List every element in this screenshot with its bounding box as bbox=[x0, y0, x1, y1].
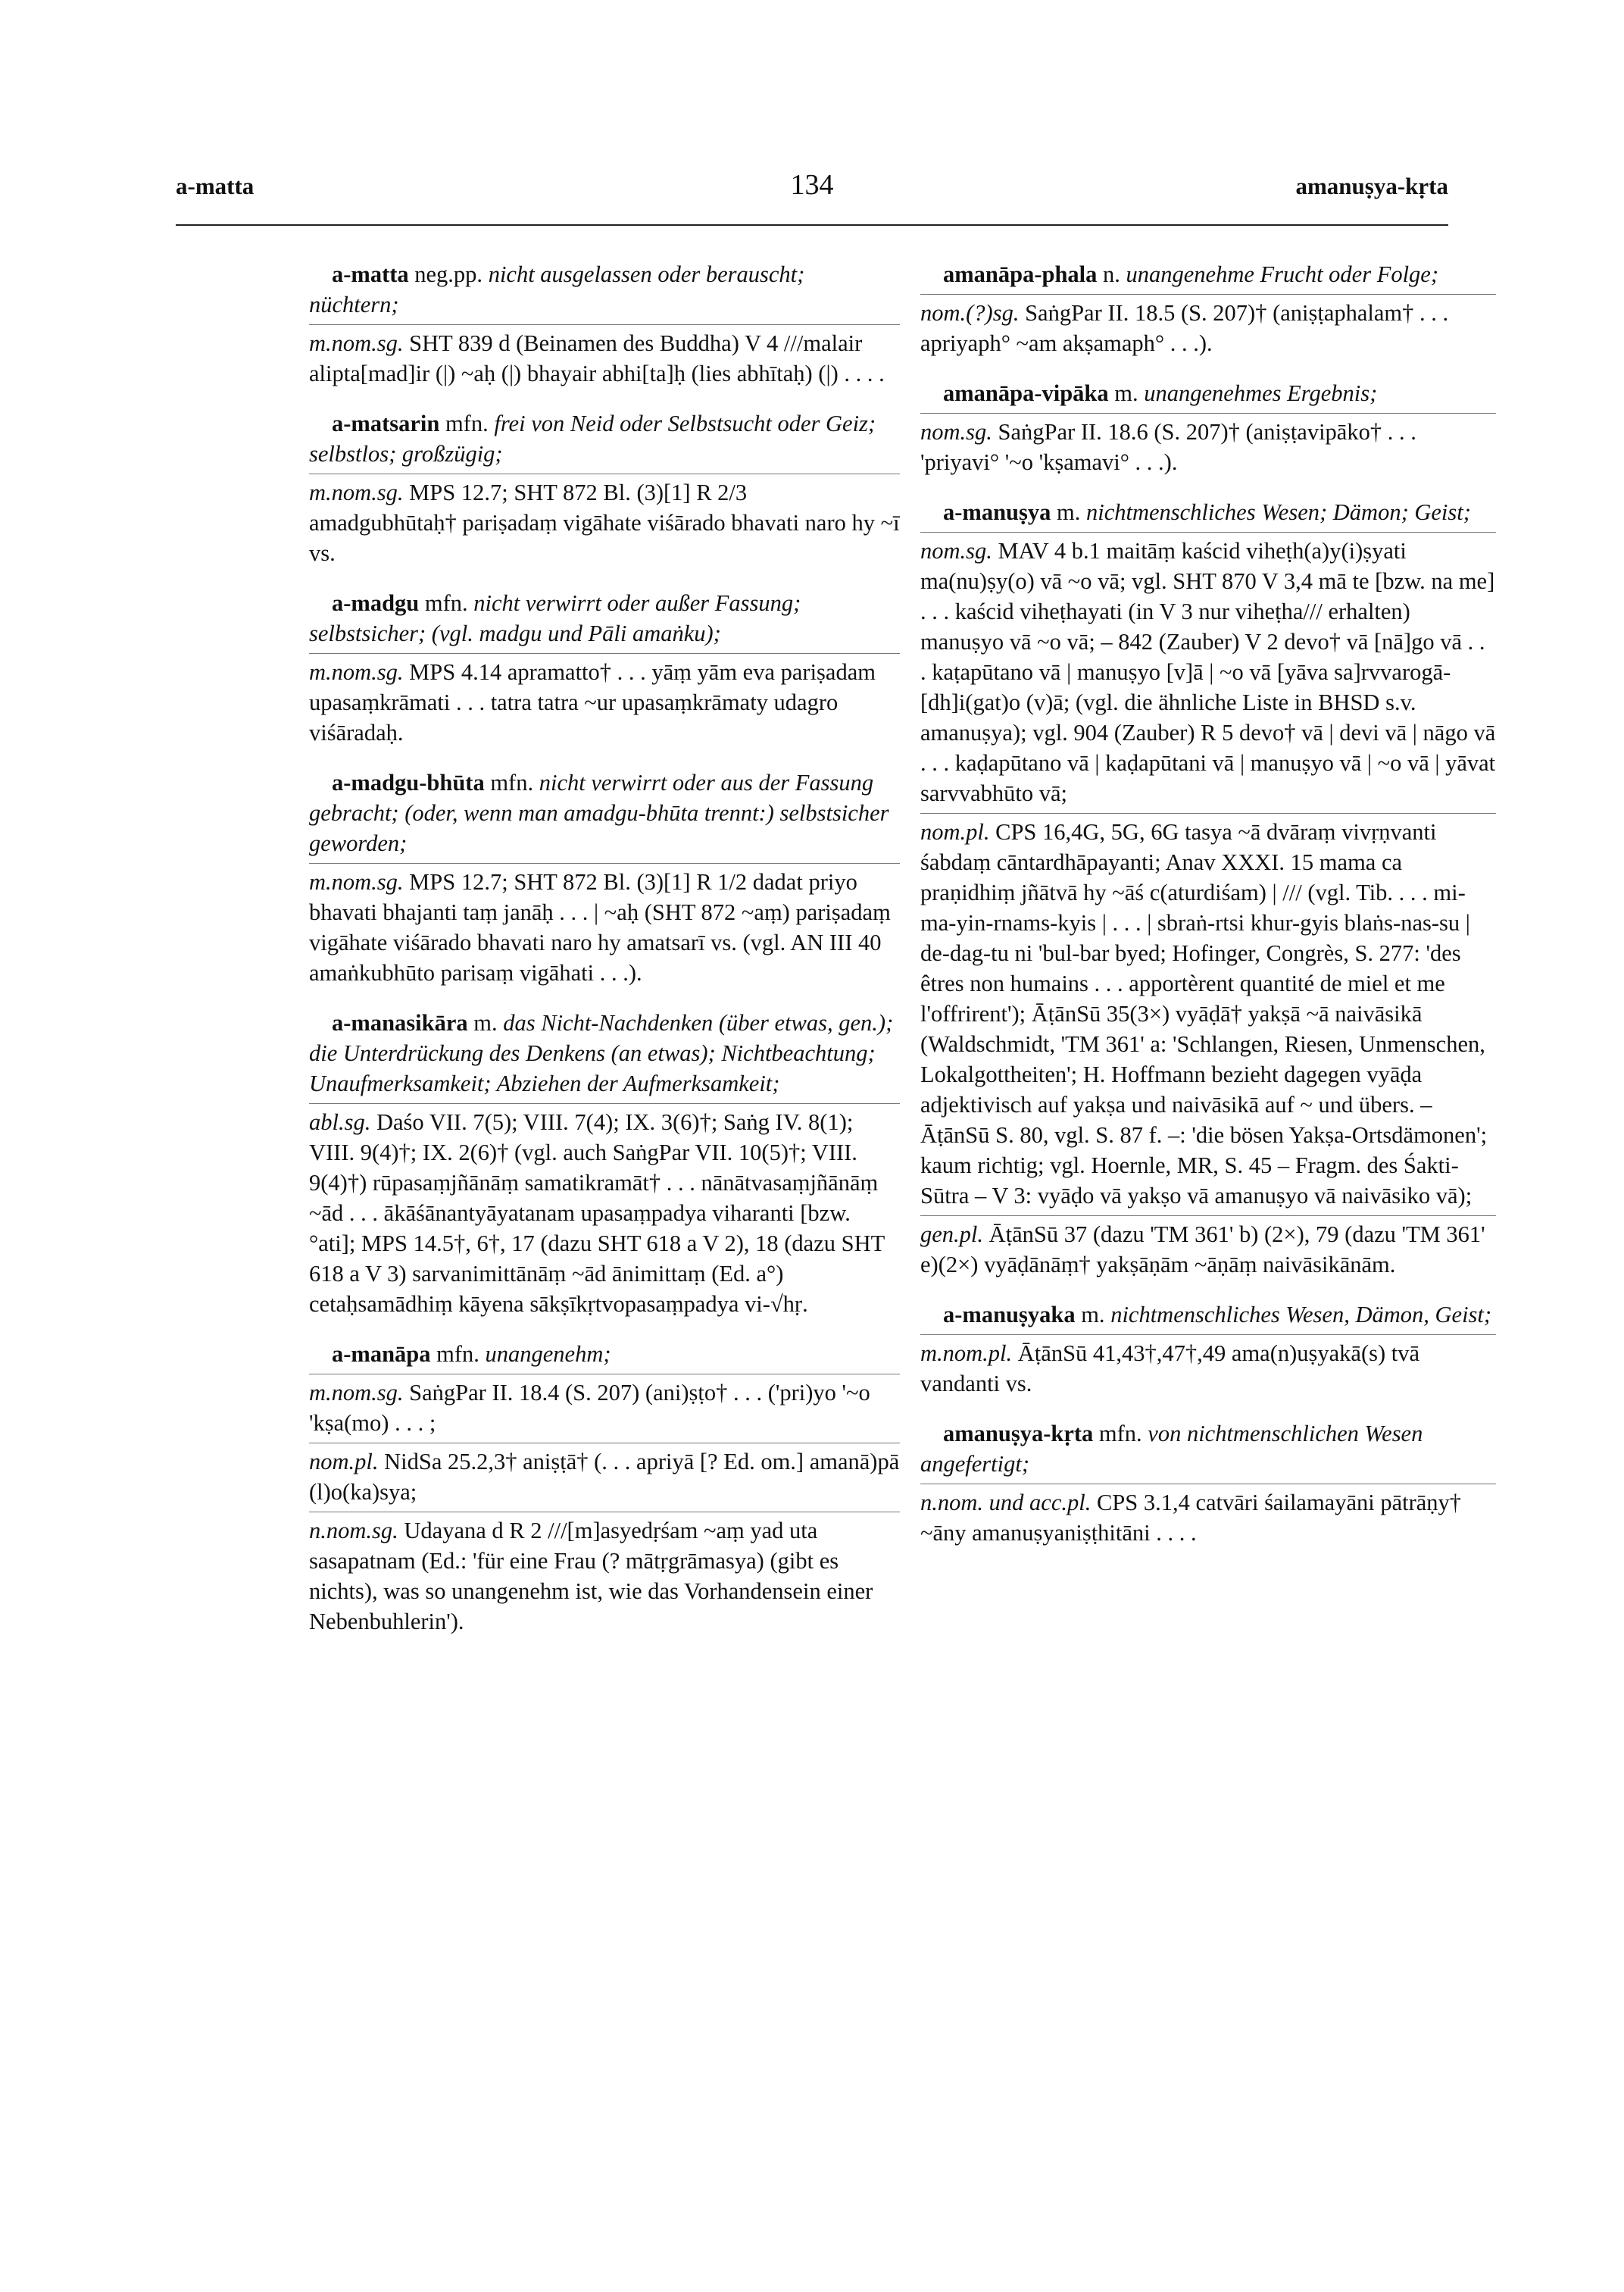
form-text: Udayana d R 2 ///[m]asyedṛśam ~aṃ yad uta sasapatnam (Ed.: 'für eine Frau (? mātṛgrāmasya) (gibt es nichts), was so unangenehm ist, wie das Vorhandensein einer Nebenbuhlerin'). bbox=[309, 1518, 873, 1634]
entry-head bbox=[309, 1008, 900, 1099]
form-text: MAV 4 b.1 maitāṃ kaścid viheṭh(a)y(i)ṣyati ma(nu)ṣy(o) vā ~o vā; vgl. SHT 870 V 3,4 mā te [bzw. na me] . . . kaścid viheṭhayati (in V 3 nur viheṭha/// erhalten) manuṣyo vā ~o vā; – 842 (Zauber) V 2 devo† vā [nā]go vā . . . kaṭapūtano vā | manuṣyo [v]ā | ~o vā [yāva sa]rvvarogā-[dh]i(gat)o (v)ā; (vgl. die ähnliche Liste in BHSD s.v. amanuṣya); vgl. 904 (Zauber) R 5 devo† vā | devi vā | nāgo vā . . . kaḍapūtano vā | kaḍapūtani vā | manuṣyo vā | ~o vā | yāvat sarvvabhūto vā; bbox=[920, 538, 1496, 806]
header-rule bbox=[176, 224, 1448, 226]
entry-grammar: mfn. bbox=[439, 411, 495, 436]
entry-definition: nichtmenschliches Wesen, Dämon, Geist; bbox=[1110, 1302, 1492, 1327]
dictionary-entry bbox=[309, 408, 900, 568]
entry-head bbox=[920, 1418, 1496, 1479]
dictionary-entry bbox=[309, 1339, 900, 1637]
entry-attestation bbox=[920, 1215, 1496, 1280]
entry-attestation bbox=[920, 294, 1496, 358]
entry-lemma: a-manāpa bbox=[332, 1341, 431, 1367]
entry-attestation bbox=[309, 1443, 900, 1507]
entry-attestation bbox=[309, 1374, 900, 1438]
dictionary-entry bbox=[920, 497, 1496, 1280]
entry-grammar: m. bbox=[1075, 1302, 1111, 1327]
entry-lemma: a-matsarin bbox=[332, 411, 440, 436]
entry-attestation bbox=[309, 653, 900, 748]
left-column bbox=[309, 259, 900, 1656]
dictionary-entry bbox=[309, 1008, 900, 1319]
entry-definition: unangenehmes Ergebnis; bbox=[1144, 380, 1378, 406]
entry-definition: von nichtmenschlichen Wesen angefertigt; bbox=[920, 1421, 1423, 1477]
form-text: SaṅgPar II. 18.6 (S. 207)† (aniṣṭavipāko† . . . 'priyavi° '~o 'kṣamavi° . . .). bbox=[920, 419, 1416, 475]
form-label: m.nom.sg. bbox=[309, 1380, 410, 1406]
entry-definition: nicht verwirrt oder außer Fassung; selbstsicher; (vgl. madgu und Pāli amaṅku); bbox=[309, 590, 801, 646]
form-text: CPS 3.1,4 catvāri śailamayāni pātrāṇy† ~āny amanuṣyaniṣṭhitāni . . . . bbox=[920, 1490, 1462, 1546]
form-text: ĀṭānSū 37 (dazu 'TM 361' b) (2×), 79 (dazu 'TM 361' e)(2×) vyāḍānāṃ† yakṣāṇām ~āṇāṃ naivāsikānām. bbox=[920, 1221, 1485, 1277]
form-label: n.nom.sg. bbox=[309, 1518, 404, 1543]
form-label: nom.pl. bbox=[920, 819, 996, 845]
entry-definition: nicht verwirrt oder aus der Fassung gebracht; (oder, wenn man amadgu-bhūta trennt:) selbstsicher geworden; bbox=[309, 770, 889, 856]
entry-lemma: amanuṣya-kṛta bbox=[943, 1421, 1094, 1446]
header-left-word: a-matta bbox=[176, 173, 255, 199]
entry-head bbox=[920, 259, 1496, 289]
dictionary-entry bbox=[309, 768, 900, 988]
form-label: m.nom.sg. bbox=[309, 480, 410, 505]
entry-attestation bbox=[309, 324, 900, 389]
entry-grammar: m. bbox=[1108, 380, 1145, 406]
right-column bbox=[920, 259, 1496, 1568]
form-label: m.nom.pl. bbox=[920, 1340, 1018, 1366]
entry-head bbox=[920, 1299, 1496, 1330]
entry-grammar: mfn. bbox=[430, 1341, 486, 1367]
form-text: NidSa 25.2,3† aniṣṭā† (. . . apriyā [? Ed. om.] amanā)pā (l)o(ka)sya; bbox=[309, 1449, 900, 1505]
form-label: m.nom.sg. bbox=[309, 869, 410, 895]
entry-head bbox=[920, 497, 1496, 527]
entry-attestation bbox=[920, 1334, 1496, 1399]
entry-lemma: a-manuṣyaka bbox=[943, 1302, 1076, 1327]
entry-attestation bbox=[920, 413, 1496, 477]
entry-lemma: a-madgu-bhūta bbox=[332, 770, 485, 796]
dictionary-entry bbox=[309, 259, 900, 389]
entry-attestation bbox=[309, 1512, 900, 1637]
entry-grammar: mfn. bbox=[484, 770, 539, 796]
form-label: nom.(?)sg. bbox=[920, 300, 1026, 326]
dictionary-entry bbox=[920, 259, 1496, 358]
entry-definition: nicht ausgelassen oder berauscht; nüchtern; bbox=[309, 261, 805, 317]
form-label: gen.pl. bbox=[920, 1221, 989, 1247]
entry-head bbox=[309, 1339, 900, 1369]
form-text: SaṅgPar II. 18.5 (S. 207)† (aniṣṭaphalam† . . . apriyaph° ~am akṣamaph° . . .). bbox=[920, 300, 1449, 356]
entry-attestation bbox=[920, 532, 1496, 808]
form-text: MPS 4.14 apramatto† . . . yāṃ yām eva pariṣadam upasaṃkrāmati . . . tatra tatra ~ur upasaṃkrāmaty udagro viśāradaḥ. bbox=[309, 659, 876, 746]
form-text: MPS 12.7; SHT 872 Bl. (3)[1] R 1/2 dadat priyo bhavati bhajanti taṃ janāḥ . . . | ~aḥ (SHT 872 ~aṃ) pariṣadaṃ vigāhate viśārado bhavati naro hy amatsarī vs. (vgl. AN III 40 amaṅkubhūto parisaṃ vigāhati . . .). bbox=[309, 869, 891, 986]
form-label: m.nom.sg. bbox=[309, 330, 410, 356]
entry-head bbox=[309, 408, 900, 469]
form-text: SHT 839 d (Beinamen des Buddha) V 4 ///malair alipta[mad]ir (|) ~aḥ (|) bhayair abhi[ta]ḥ (lies abhītaḥ) (|) . . . . bbox=[309, 330, 885, 386]
entry-grammar: neg.pp. bbox=[408, 261, 489, 287]
entry-grammar: m. bbox=[467, 1010, 504, 1036]
dictionary-entry bbox=[920, 378, 1496, 477]
entry-lemma: amanāpa-vipāka bbox=[943, 380, 1109, 406]
entry-head bbox=[920, 378, 1496, 408]
form-label: nom.sg. bbox=[920, 419, 998, 445]
page-header bbox=[176, 169, 1448, 218]
entry-definition: das Nicht-Nachdenken (über etwas, gen.); die Unterdrückung des Denkens (an etwas); Nichtbeachtung; Unaufmerksamkeit; Abziehen der Aufmerksamkeit; bbox=[309, 1010, 894, 1096]
form-label: abl.sg. bbox=[309, 1109, 376, 1135]
page-number: 134 bbox=[790, 169, 834, 201]
entry-attestation bbox=[309, 863, 900, 988]
entry-head bbox=[309, 768, 900, 858]
entry-grammar: mfn. bbox=[419, 590, 474, 616]
entry-head bbox=[309, 588, 900, 649]
header-right-word: amanuṣya-kṛta bbox=[1295, 173, 1448, 199]
form-label: m.nom.sg. bbox=[309, 659, 410, 685]
entry-grammar: m. bbox=[1051, 499, 1086, 525]
entry-grammar: mfn. bbox=[1093, 1421, 1148, 1446]
form-text: ĀṭānSū 41,43†,47†,49 ama(n)uṣyakā(s) tvā vandanti vs. bbox=[920, 1340, 1420, 1396]
entry-definition: unangenehm; bbox=[485, 1341, 611, 1367]
form-label: nom.sg. bbox=[920, 538, 998, 564]
entry-head bbox=[309, 259, 900, 320]
entry-lemma: a-manasikāra bbox=[332, 1010, 468, 1036]
entry-definition: frei von Neid oder Selbstsucht oder Geiz; selbstlos; großzügig; bbox=[309, 411, 876, 467]
form-label: n.nom. und acc.pl. bbox=[920, 1490, 1097, 1515]
entry-attestation bbox=[920, 813, 1496, 1211]
form-text: CPS 16,4G, 5G, 6G tasya ~ā dvāraṃ vivṛṇvanti śabdaṃ cāntardhāpayanti; Anav XXXI. 15 mama ca praṇidhiṃ jñātvā hy ~āś c(aturdiśam) | /// (vgl. Tib. . . . mi-ma-yin-rnams-kyis | . . . | sbraṅ-rtsi khur-gyis blaṅs-nas-su | de-dag-tu ni 'bul-bar byed; Hofinger, Congrès, S. 277: 'des êtres non humains . . . apportèrent quantité de miel et me l'offrirent'); ĀṭānSū 35(3×) vyāḍā† yakṣā ~ā naivāsikā (Waldschmidt, 'TM 361' a: 'Schlangen, Riesen, Unmenschen, Lokalgottheiten'; H. Hoffmann bezieht dagegen vyāḍa adjektivisch auf yakṣa und naivāsikā auf ~ und übers. – ĀṭānSū S. 80, vgl. S. 87 f. –: 'die bösen Yakṣa-Ortsdämonen'; kaum richtig; vgl. Hoernle, MR, S. 45 – Fragm. des Śakti-Sūtra – V 3: vyāḍo vā yakṣo vā amanuṣyo vā naivāsiko vā); bbox=[920, 819, 1488, 1209]
entry-attestation bbox=[309, 1103, 900, 1319]
entry-grammar: n. bbox=[1097, 261, 1126, 287]
entry-lemma: amanāpa-phala bbox=[943, 261, 1098, 287]
dictionary-entry bbox=[309, 588, 900, 748]
entry-attestation bbox=[920, 1484, 1496, 1548]
entry-definition: nichtmenschliches Wesen; Dämon; Geist; bbox=[1085, 499, 1471, 525]
entry-lemma: a-matta bbox=[332, 261, 409, 287]
entry-attestation bbox=[309, 474, 900, 568]
form-text: Daśo VII. 7(5); VIII. 7(4); IX. 3(6)†; Saṅg IV. 8(1); VIII. 9(4)†; IX. 2(6)† (vgl. auch SaṅgPar VII. 10(5)†; VIII. 9(4)†) rūpasaṃjñānāṃ samatikramāt† . . . nānātvasaṃjñānāṃ ~ād . . . ākāśānantyāyatanam upasaṃpadya viharanti [bzw. °ati]; MPS 14.5†, 6†, 17 (dazu SHT 618 a V 2), 18 (dazu SHT 618 a V 3) sarvanimittānāṃ ~ād ānimittaṃ (Ed. a°) cetaḥsamādhiṃ kāyena sākṣīkṛtvopasaṃpadya vi-√hṛ. bbox=[309, 1109, 885, 1317]
entry-lemma: a-madgu bbox=[332, 590, 420, 616]
dictionary-entry bbox=[920, 1418, 1496, 1548]
dictionary-entry bbox=[920, 1299, 1496, 1399]
entry-lemma: a-manuṣya bbox=[943, 499, 1051, 525]
form-label: nom.pl. bbox=[309, 1449, 385, 1474]
form-text: MPS 12.7; SHT 872 Bl. (3)[1] R 2/3 amadgubhūtaḥ† pariṣadaṃ vigāhate viśārado bhavati naro hy ~ī vs. bbox=[309, 480, 900, 566]
form-text: SaṅgPar II. 18.4 (S. 207) (ani)ṣṭo† . . . ('pri)yo '~o 'kṣa(mo) . . . ; bbox=[309, 1380, 870, 1436]
entry-definition: unangenehme Frucht oder Folge; bbox=[1126, 261, 1438, 287]
